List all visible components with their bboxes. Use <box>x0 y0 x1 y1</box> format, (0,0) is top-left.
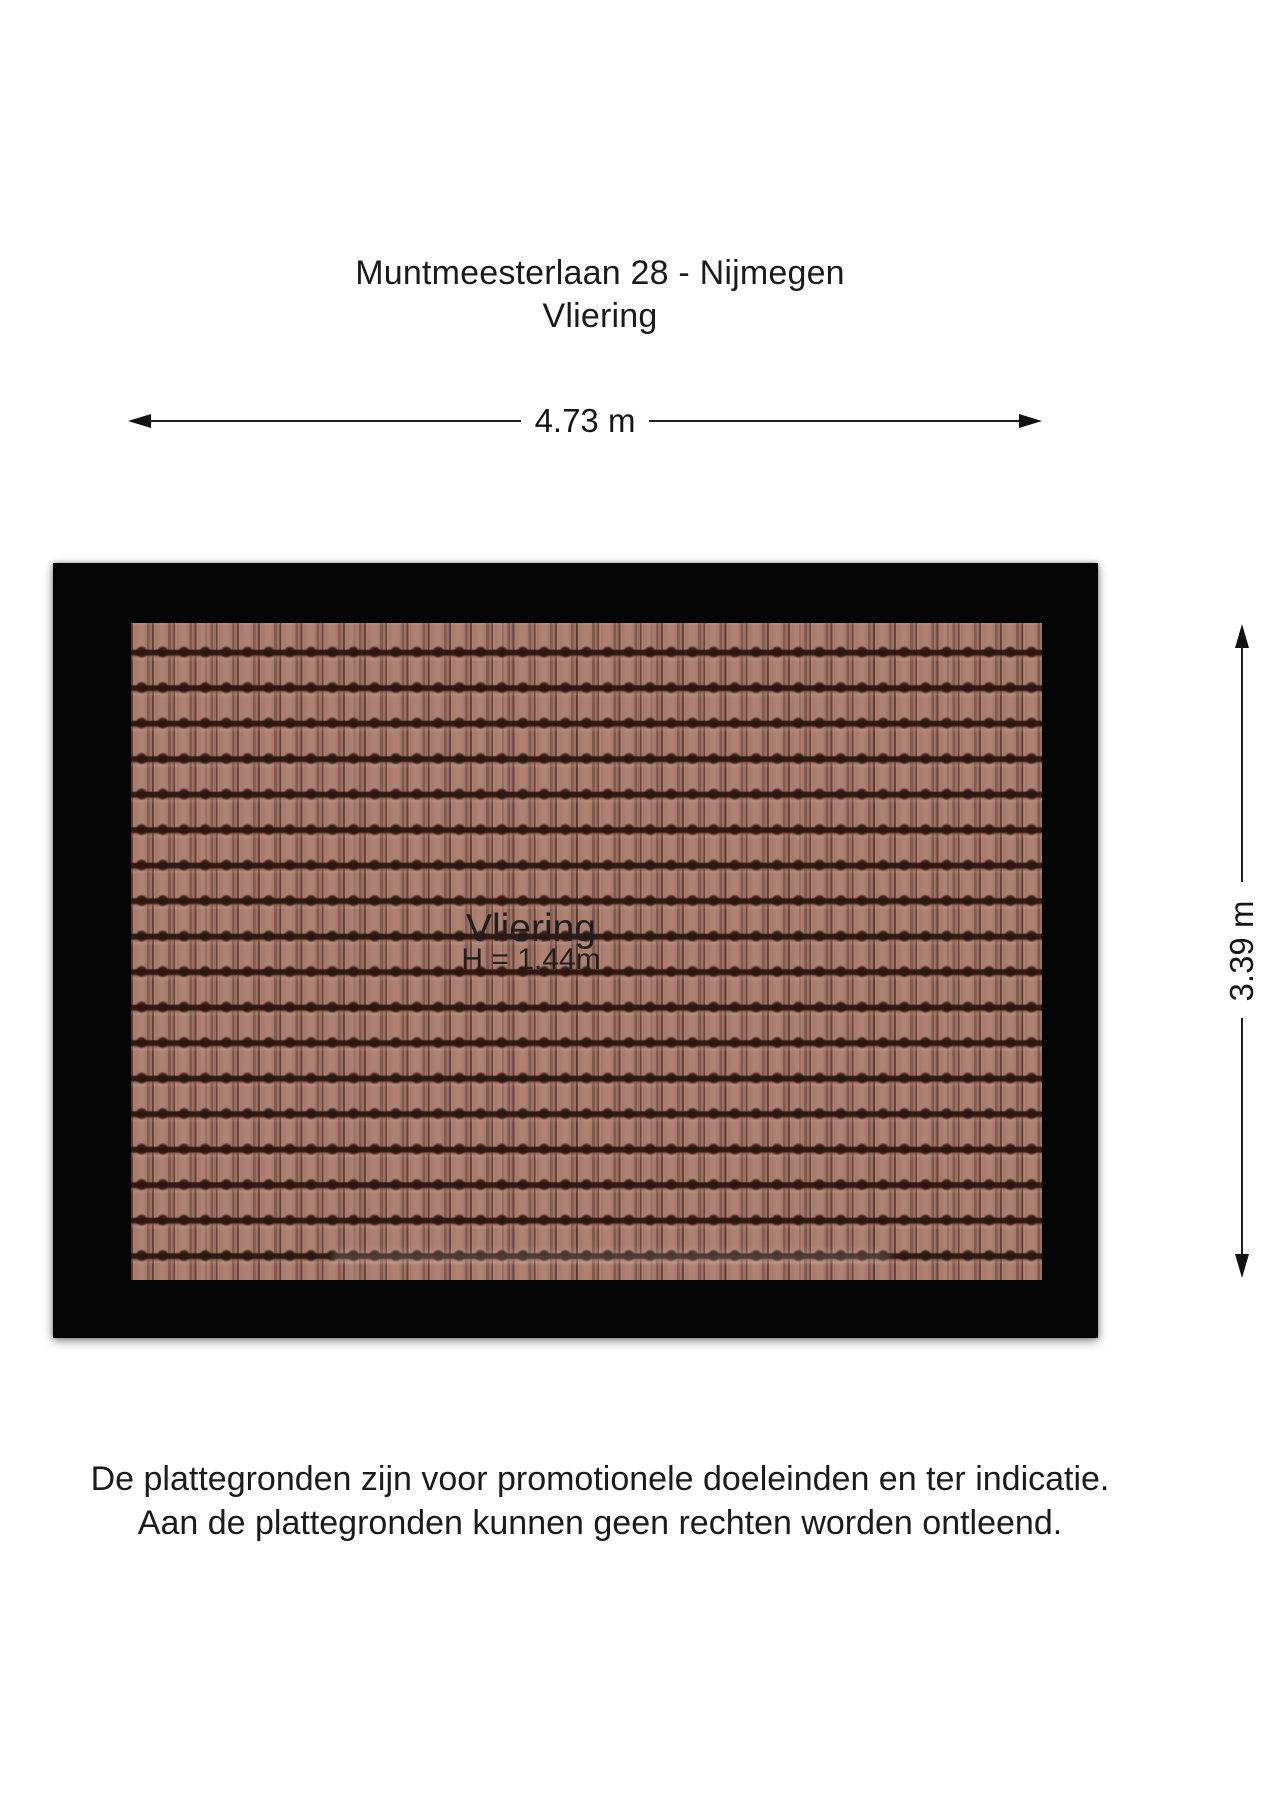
floor-subtitle: Vliering <box>542 297 658 335</box>
title-block <box>0 252 1200 338</box>
arrow-right-icon <box>1019 414 1042 428</box>
disclaimer-line1: De plattegronden zijn voor promotionele doeleinden en ter indicatie. <box>90 1460 1110 1498</box>
room-name-label: Vliering <box>465 907 597 950</box>
tile-sheen-highlight <box>331 1251 891 1263</box>
dimension-line-top <box>1241 646 1244 882</box>
room-height-label: H = 1.44m <box>461 943 601 976</box>
floorplan-frame <box>53 563 1098 1338</box>
arrow-up-icon <box>1235 624 1249 648</box>
width-dimension-label: 4.73 m <box>534 402 636 439</box>
room-label-block <box>461 907 601 976</box>
dimension-line-right <box>649 420 1019 423</box>
width-dimension <box>128 402 1042 439</box>
arrow-down-icon <box>1235 1254 1249 1278</box>
dimension-line-bottom <box>1241 1018 1244 1256</box>
arrow-left-icon <box>128 414 151 428</box>
disclaimer-block <box>0 1457 1200 1545</box>
roof-tiles-texture <box>131 623 1042 1280</box>
disclaimer-line2: Aan de plattegronden kunnen geen rechten worden ontleend. <box>137 1504 1063 1542</box>
height-dimension <box>1223 624 1260 1278</box>
height-dimension-label: 3.39 m <box>1223 900 1260 1002</box>
page-title: Muntmeesterlaan 28 - Nijmegen <box>355 254 845 292</box>
dimension-line-left <box>151 420 521 423</box>
